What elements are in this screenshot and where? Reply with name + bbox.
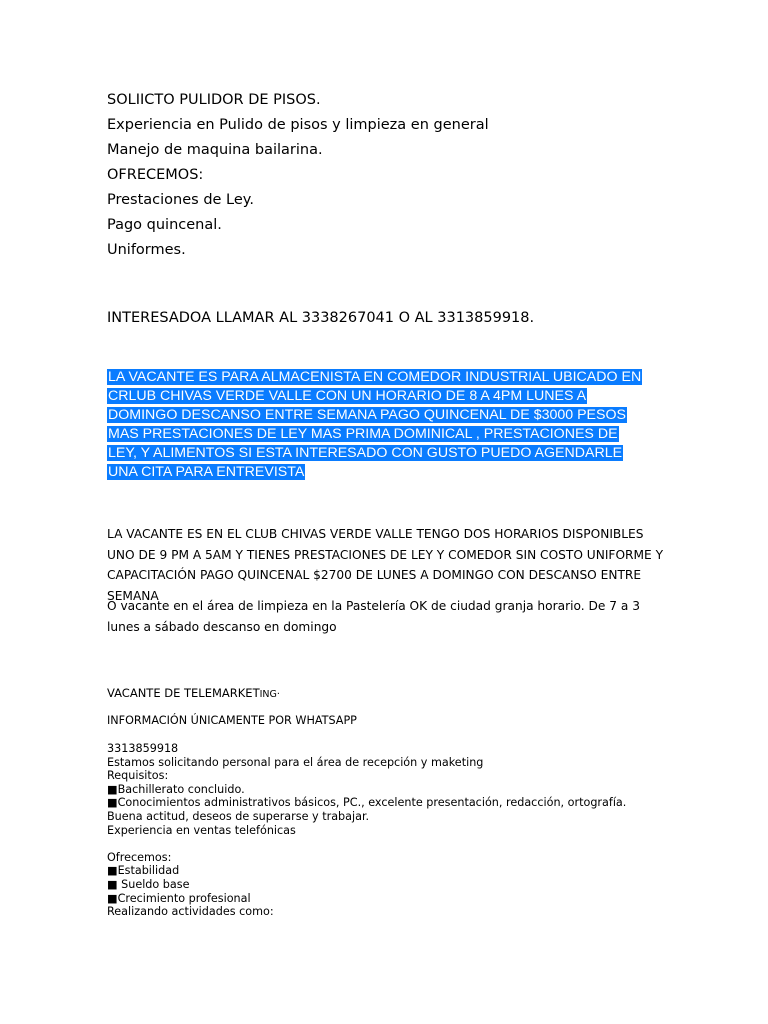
offer-item: ■Estabilidad [107,864,180,878]
selected-paragraph[interactable] [107,368,647,482]
ad-line: Manejo de maquina bailarina. [107,142,323,158]
heading-dot: · [276,689,280,700]
requirement-item: Buena actitud, deseos de superarse y trabajar. [107,809,370,823]
phone-number: 3313859918 [107,742,179,755]
ad-line: Prestaciones de Ley. [107,192,254,208]
ad-line: Experiencia en Pulido de pisos y limpieza en general [107,117,489,133]
ad-line: Uniformes. [107,242,186,258]
ad-offer-heading: OFRECEMOS: [107,167,204,183]
intro-line: Estamos solicitando personal para el área de recepción y maketing [107,755,484,769]
floor-polisher-ad [107,88,727,263]
requirements-label: Requisitos: [107,769,169,783]
requirement-item: ■Conocimientos administrativos básicos, PC., excelente presentación, redacción, ortografía. [107,796,627,810]
ad-line: Pago quincenal. [107,217,222,233]
offer-item: ■ Sueldo base [107,877,190,891]
contact-line: INTERESADOA LLAMAR AL 3338267041 O AL 3313859918. [107,310,535,326]
requirement-item: Experiencia en ventas telefónicas [107,823,296,837]
vacancy-paragraph: LA VACANTE ES EN EL CLUB CHIVAS VERDE VALLE TENGO DOS HORARIOS DISPONIBLES UNO DE 9 PM A 5AM Y TIENES PRESTACIONES DE LEY Y COMEDOR SIN COSTO UNIFORME Y CAPACITACIÓN PAGO QUINCENAL $2700 DE LUNES A DOMINGO CON DESCANSO ENTRE SEMANA [107,527,664,603]
telemarketing-heading [107,684,280,704]
highlighted-text[interactable]: LA VACANTE ES PARA ALMACENISTA EN COMEDOR INDUSTRIAL UBICADO EN CRLUB CHIVAS VERDE VALLE CON UN HORARIO DE 8 A 4PM LUNES A DOMINGO DESCANSO ENTRE SEMANA PAGO QUINCENAL DE $3000 PESOS MAS PRESTACIONES DE LEY MAS PRIMA DOMINICAL , PRESTACIONES DE LEY, Y ALIMENTOS SI ESTA INTERESADO CON GUSTO PUEDO AGENDARLE UNA CITA PARA ENTREVISTA [108,369,642,480]
offer-item: ■Crecimiento profesional [107,891,251,905]
heading-main: VACANTE DE TELEMARKET [107,686,260,700]
offers-label: Ofrecemos: [107,850,172,864]
ad-title: SOLIICTO PULIDOR DE PISOS. [107,92,321,108]
requirement-item: ■Bachillerato concluido. [107,782,245,796]
telemarketing-details [107,742,626,919]
closing-line: Realizando actividades como: [107,905,274,919]
heading-small: ING [259,689,277,700]
whatsapp-info: INFORMACIÓN ÚNICAMENTE POR WHATSAPP [107,714,357,727]
cleaning-vacancy-paragraph: O vacante en el área de limpieza en la Pastelería OK de ciudad granja horario. De 7 a 3 lunes a sábado descanso en domingo [107,599,640,634]
spacer [107,837,626,851]
